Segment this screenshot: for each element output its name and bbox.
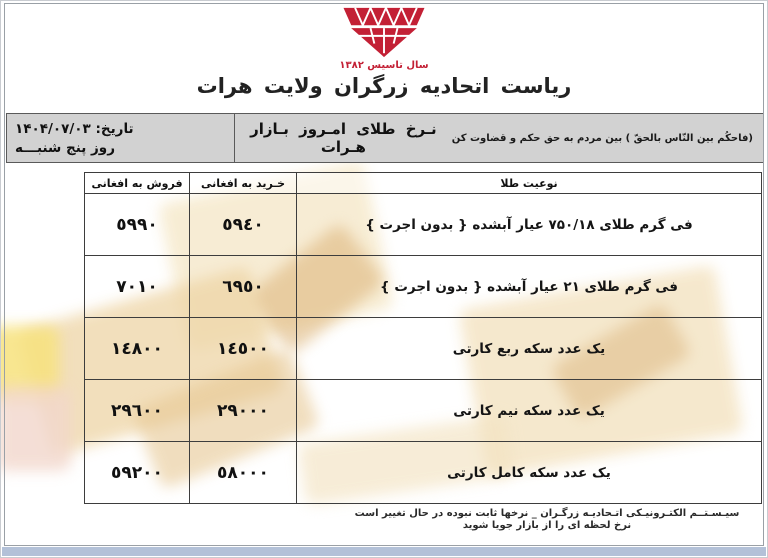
letterhead: [1, 5, 767, 98]
weekday-value: روز پنج شنبـــه: [15, 139, 115, 156]
gold-type-cell: یک عدد سکه نیم کارتی: [297, 380, 762, 442]
table-header-row: [85, 173, 762, 194]
sheet-title: نـرخ طلای امـروز بـازار هـرات: [250, 120, 437, 156]
table-row: [85, 318, 762, 380]
gold-type-cell: فی گرم طلای ۲۱ عیار آبشده { بدون اجرت }: [297, 256, 762, 318]
column-header-sell: فروش به افغانی: [85, 173, 190, 194]
gold-price-table: [84, 172, 762, 504]
gold-type-cell: یک عدد سکه کامل کارتی: [297, 442, 762, 504]
sell-price-cell: ٧٠١٠: [85, 256, 190, 318]
buy-price-cell: ١٤٥٠٠: [190, 318, 297, 380]
bottom-strip: [2, 547, 766, 556]
buy-price-cell: ٥٩٤٠: [190, 194, 297, 256]
org-title: ریاست اتحادیه زرگران ولایت هرات: [196, 74, 572, 98]
buy-price-cell: ٦٩٥٠: [190, 256, 297, 318]
gold-type-cell: یک عدد سکه ربع کارتی: [297, 318, 762, 380]
diamond-logo-icon: [325, 5, 443, 59]
table-row: [85, 194, 762, 256]
buy-price-cell: ٥٨٠٠٠: [190, 442, 297, 504]
gold-bar-shape: [0, 386, 71, 471]
header-band: [6, 113, 764, 163]
column-header-buy: خـرید به افغانی: [190, 173, 297, 194]
sell-price-cell: ٥٩٢٠٠: [85, 442, 190, 504]
sell-price-cell: ٥٩٩٠: [85, 194, 190, 256]
gold-type-cell: فی گرم طلای ۷۵۰/۱۸ عیار آبشده { بدون اجرت }: [297, 194, 762, 256]
footer-line-2: نرخ لحظه ای را از بازار جویا شوید: [462, 520, 632, 531]
sell-price-cell: ٢٩٦٠٠: [85, 380, 190, 442]
footer-note: [331, 508, 763, 531]
table-row: [85, 380, 762, 442]
column-header-gold-type: نوعیت طلا: [297, 173, 762, 194]
established-year: سال تاسیس ۱۳۸۲: [339, 60, 429, 71]
religious-quote: (فاحکُم بین النّاس بالحقّ ) بین مردم به حق حکم و قضاوت کن: [451, 132, 753, 144]
sell-price-cell: ١٤٨٠٠: [85, 318, 190, 380]
buy-price-cell: ٢٩٠٠٠: [190, 380, 297, 442]
date-value: تاریخ: ۱۴۰۴/۰۷/۰۳: [15, 120, 134, 137]
table-row: [85, 442, 762, 504]
date-cell: [7, 114, 235, 162]
footer-line-1: سیـسـتــم الکتـرونیـکی اتـحادیـه زرگـران _ نرخها ثابت نبوده در حال تغییر است: [354, 508, 740, 519]
table-row: [85, 256, 762, 318]
